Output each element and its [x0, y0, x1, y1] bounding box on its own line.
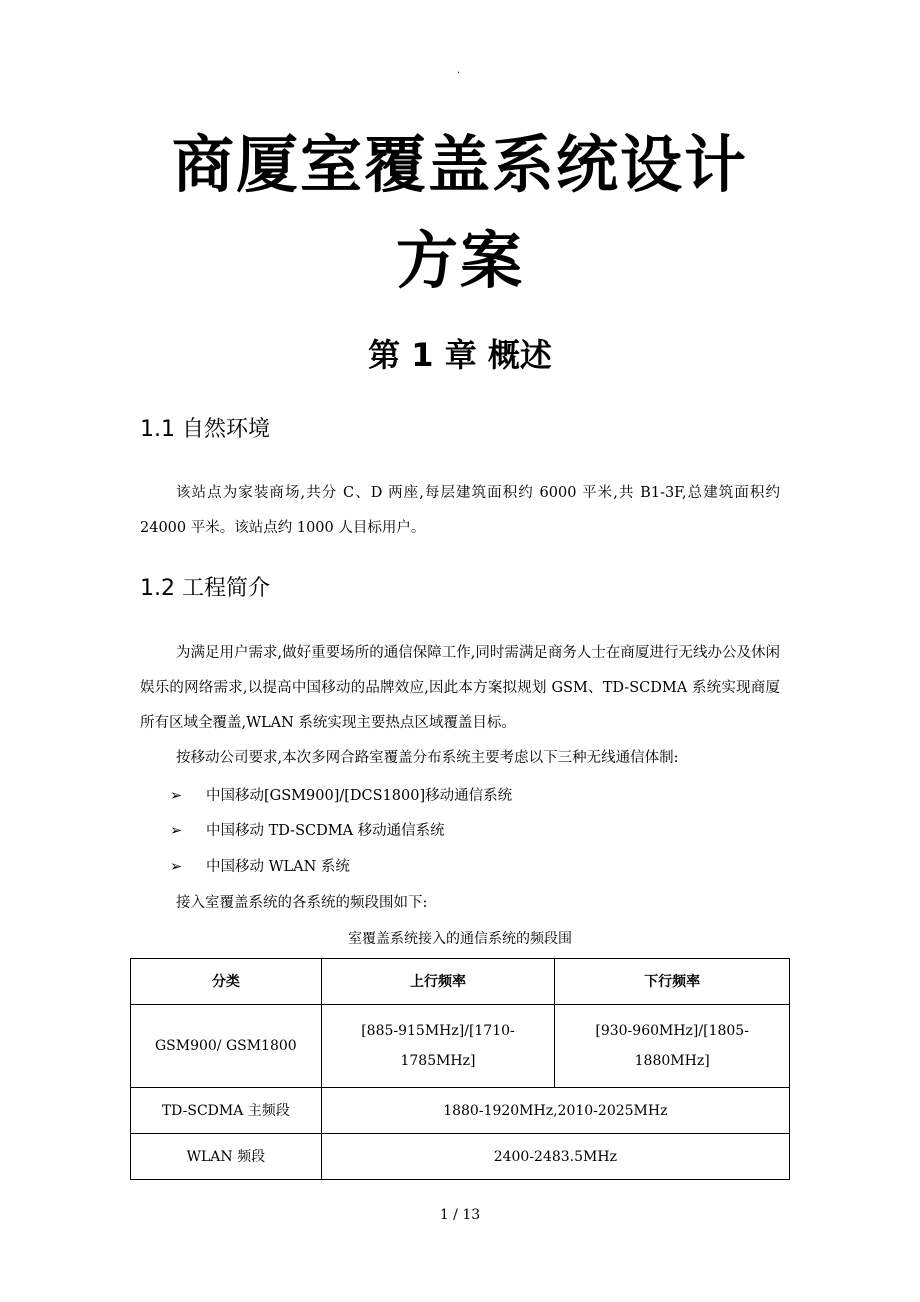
table-cell-downlink: [930-960MHz]/[1805-1880MHz]	[555, 1005, 790, 1088]
table-row	[131, 1005, 790, 1088]
table-header-category: 分类	[131, 959, 322, 1005]
bullet-arrow-icon: ➢	[170, 788, 183, 804]
list-item-text: 中国移动 WLAN 系统	[206, 859, 350, 875]
list-item	[170, 814, 445, 849]
table-cell-category: TD-SCDMA 主频段	[131, 1088, 322, 1134]
list-item	[170, 850, 350, 885]
document-title-line-2: 方案	[395, 224, 524, 297]
section-heading-1-2: 1.2 工程简介	[140, 576, 270, 601]
document-title-line-1: 商厦室覆盖系统设计	[171, 128, 748, 201]
table-header-row	[131, 959, 790, 1005]
section-1-2-paragraph-2: 按移动公司要求,本次多网合路室覆盖分布系统主要考虑以下三种无线通信体制:	[176, 750, 679, 766]
list-item-text: 中国移动 TD-SCDMA 移动通信系统	[206, 823, 445, 839]
list-item	[170, 779, 512, 814]
bullet-arrow-icon: ➢	[170, 859, 183, 875]
frequency-table	[130, 958, 790, 1180]
table-cell-category: GSM900/ GSM1800	[131, 1005, 322, 1088]
table-cell-frequency: 1880-1920MHz,2010-2025MHz	[321, 1088, 789, 1134]
table-header-uplink: 上行频率	[321, 959, 555, 1005]
table-caption: 室覆盖系统接入的通信系统的频段围	[348, 931, 572, 947]
table-cell-frequency: 2400-2483.5MHz	[321, 1134, 789, 1180]
section-heading-1-1: 1.1 自然环境	[140, 417, 270, 442]
table-row	[131, 1134, 790, 1180]
page-number: 1 / 13	[439, 1207, 481, 1223]
section-1-1-paragraph: 该站点为家装商场,共分 C、D 两座,每层建筑面积约 6000 平米,共 B1-3F,总建筑面积约 24000 平米。该站点约 1000 人目标用户。	[140, 485, 780, 536]
section-1-2-paragraph-1: 为满足用户需求,做好重要场所的通信保障工作,同时需满足商务人士在商厦进行无线办公及休闲娱乐的网络需求,以提高中国移动的品牌效应,因此本方案拟规划 GSM、TD-SCDMA 系统实现商厦所有区域全覆盖,WLAN 系统实现主要热点区域覆盖目标。	[140, 645, 780, 731]
table-header-downlink: 下行频率	[555, 959, 790, 1005]
header-mark: .	[457, 65, 461, 76]
table-cell-uplink: [885-915MHz]/[1710-1785MHz]	[321, 1005, 555, 1088]
table-cell-category: WLAN 频段	[131, 1134, 322, 1180]
chapter-heading: 第 1 章 概述	[368, 336, 552, 374]
bullet-arrow-icon: ➢	[170, 823, 183, 839]
list-item-text: 中国移动[GSM900]/[DCS1800]移动通信系统	[206, 788, 513, 804]
section-1-2-closing: 接入室覆盖系统的各系统的频段围如下:	[176, 895, 428, 911]
table-row	[131, 1088, 790, 1134]
